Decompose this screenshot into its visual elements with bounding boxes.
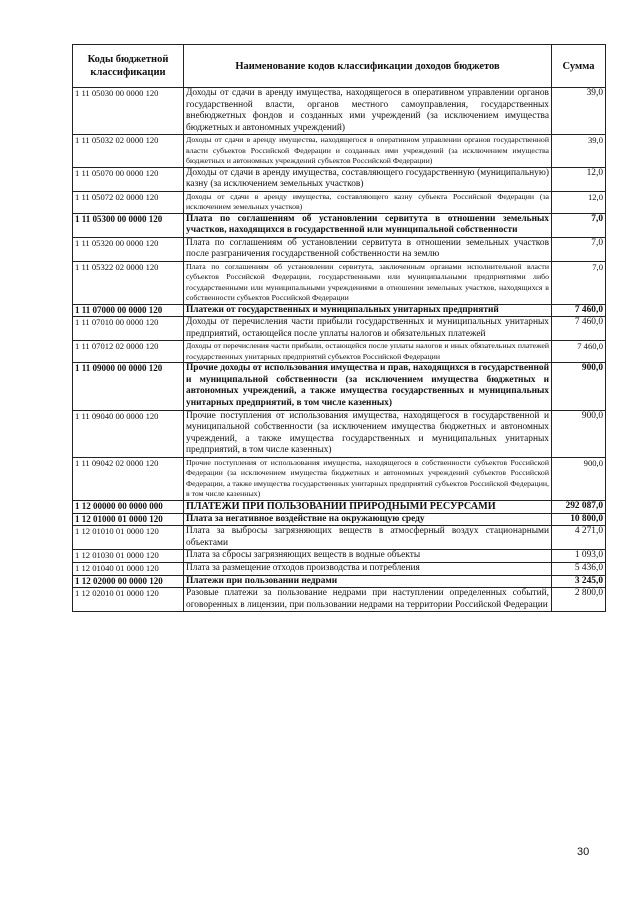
code-cell: 1 11 05300 00 0000 120 — [73, 213, 184, 237]
name-cell: Плата по соглашениям об установлении сервитута, заключенным органами исполнительной власти субъектов Российской Федерации, государственными или муниципальными предприятиями либо государственными или муниципальными учреждениями в отношении земельных участков, находящихся в собственности субъектов Российской Федерации — [184, 261, 552, 304]
name-cell: Платежи при пользовании недрами — [184, 575, 552, 588]
table-row — [73, 588, 606, 612]
sum-cell: 5 436,0 — [552, 562, 606, 575]
code-cell: 1 11 05072 02 0000 120 — [73, 191, 184, 213]
code-cell: 1 12 01030 01 0000 120 — [73, 550, 184, 563]
code-cell: 1 12 01040 01 0000 120 — [73, 562, 184, 575]
table-row — [73, 167, 606, 191]
name-cell: Прочие доходы от использования имущества и прав, находящихся в государственной и муниципальной собственности (за исключением имущества бюджетных и автономных учреждений, а также имущества государственных и муниципальных унитарных предприятий, в том числе казенных) — [184, 363, 552, 410]
name-cell: Прочие поступления от использования имущества, находящегося в собственности субъектов Российской Федерации (за исключением имущества бюджетных и автономных учреждений субъектов Российской Федерации, а также имущества государственных унитарных предприятий субъектов Российской Федерации, в том числе казенных) — [184, 457, 552, 500]
table-row — [73, 191, 606, 213]
sum-cell: 39,0 — [552, 135, 606, 167]
table-row — [73, 237, 606, 261]
sum-cell: 7,0 — [552, 213, 606, 237]
table-row — [73, 500, 606, 513]
sum-cell: 12,0 — [552, 167, 606, 191]
table-row — [73, 526, 606, 550]
code-cell: 1 11 05030 00 0000 120 — [73, 88, 184, 135]
sum-cell: 3 245,0 — [552, 575, 606, 588]
name-cell: Плата за негативное воздействие на окружающую среду — [184, 513, 552, 526]
header-sum: Сумма — [552, 45, 606, 88]
code-cell: 1 12 02010 01 0000 120 — [73, 588, 184, 612]
table-row — [73, 135, 606, 167]
sum-cell: 4 271,0 — [552, 526, 606, 550]
code-cell: 1 11 07000 00 0000 120 — [73, 304, 184, 317]
sum-cell: 39,0 — [552, 88, 606, 135]
table-row — [73, 363, 606, 410]
page-number: 30 — [577, 846, 590, 858]
code-cell: 1 11 05320 00 0000 120 — [73, 237, 184, 261]
name-cell: Доходы от перечисления части прибыли, остающейся после уплаты налогов и иных обязательных платежей государственных унитарных предприятий субъектов Российской Федерации — [184, 341, 552, 363]
code-cell: 1 12 02000 00 0000 120 — [73, 575, 184, 588]
name-cell: Плата за размещение отходов производства и потребления — [184, 562, 552, 575]
table-row — [73, 457, 606, 500]
table-row — [73, 317, 606, 341]
sum-cell: 7,0 — [552, 237, 606, 261]
name-cell: Плата за выбросы загрязняющих веществ в атмосферный воздух стационарными объектами — [184, 526, 552, 550]
code-cell: 1 11 07012 02 0000 120 — [73, 341, 184, 363]
name-cell: Доходы от сдачи в аренду имущества, находящегося в оперативном управлении органов государственной власти, органов местного самоуправления, государственных внебюджетных фондов и созданных ими учреждений (за исключением имущества бюджетных и автономных учреждений) — [184, 88, 552, 135]
name-cell: Платежи от государственных и муниципальных унитарных предприятий — [184, 304, 552, 317]
sum-cell: 900,0 — [552, 457, 606, 500]
code-cell: 1 11 07010 00 0000 120 — [73, 317, 184, 341]
code-cell: 1 11 09000 00 0000 120 — [73, 363, 184, 410]
sum-cell: 2 800,0 — [552, 588, 606, 612]
table-row — [73, 410, 606, 457]
name-cell: ПЛАТЕЖИ ПРИ ПОЛЬЗОВАНИИ ПРИРОДНЫМИ РЕСУРСАМИ — [184, 500, 552, 513]
budget-revenue-table — [72, 44, 606, 612]
table-body — [73, 88, 606, 612]
table-row — [73, 304, 606, 317]
code-cell: 1 11 05032 02 0000 120 — [73, 135, 184, 167]
table-row — [73, 513, 606, 526]
name-cell: Доходы от сдачи в аренду имущества, составляющего государственную (муниципальную) казну (за исключением земельных участков) — [184, 167, 552, 191]
code-cell: 1 11 05070 00 0000 120 — [73, 167, 184, 191]
table-row — [73, 341, 606, 363]
table-row — [73, 213, 606, 237]
sum-cell: 7 460,0 — [552, 317, 606, 341]
sum-cell: 7 460,0 — [552, 304, 606, 317]
name-cell: Плата за сбросы загрязняющих веществ в водные объекты — [184, 550, 552, 563]
table-row — [73, 550, 606, 563]
name-cell: Плата по соглашениям об установлении сервитута в отношении земельных участков после разграничения государственной собственности на землю — [184, 237, 552, 261]
table-header-row — [73, 45, 606, 88]
table-row — [73, 88, 606, 135]
sum-cell: 10 800,0 — [552, 513, 606, 526]
sum-cell: 900,0 — [552, 363, 606, 410]
code-cell: 1 11 05322 02 0000 120 — [73, 261, 184, 304]
code-cell: 1 11 09040 00 0000 120 — [73, 410, 184, 457]
table-row — [73, 575, 606, 588]
name-cell: Прочие поступления от использования имущества, находящегося в государственной и муниципальной собственности (за исключением имущества бюджетных и автономных учреждений, а также имущества государственных и муниципальных унитарных предприятий, в том числе казенных) — [184, 410, 552, 457]
header-name: Наименование кодов классификации доходов бюджетов — [184, 45, 552, 88]
sum-cell: 7 460,0 — [552, 341, 606, 363]
table-row — [73, 562, 606, 575]
code-cell: 1 11 09042 02 0000 120 — [73, 457, 184, 500]
name-cell: Доходы от сдачи в аренду имущества, находящегося в оперативном управлении органов государственной власти субъектов Российской Федерации и созданных ими учреждений (за исключением имущества бюджетных и автономных учреждений субъектов Российской Федерации) — [184, 135, 552, 167]
sum-cell: 1 093,0 — [552, 550, 606, 563]
code-cell: 1 12 01010 01 0000 120 — [73, 526, 184, 550]
name-cell: Плата по соглашениям об установлении сервитута в отношении земельных участков, находящихся в государственной или муниципальной собственности — [184, 213, 552, 237]
code-cell: 1 12 00000 00 0000 000 — [73, 500, 184, 513]
name-cell: Разовые платежи за пользование недрами при наступлении определенных событий, оговоренных в лицензии, при пользовании недрами на территории Российской Федерации — [184, 588, 552, 612]
sum-cell: 12,0 — [552, 191, 606, 213]
code-cell: 1 12 01000 01 0000 120 — [73, 513, 184, 526]
name-cell: Доходы от перечисления части прибыли государственных и муниципальных унитарных предприятий, остающейся после уплаты налогов и обязательных платежей — [184, 317, 552, 341]
sum-cell: 900,0 — [552, 410, 606, 457]
sum-cell: 7,0 — [552, 261, 606, 304]
sum-cell: 292 087,0 — [552, 500, 606, 513]
name-cell: Доходы от сдачи в аренду имущества, составляющего казну субъекта Российской Федерации (за исключением земельных участков) — [184, 191, 552, 213]
header-code: Коды бюджетной классификации — [73, 45, 184, 88]
table-row — [73, 261, 606, 304]
